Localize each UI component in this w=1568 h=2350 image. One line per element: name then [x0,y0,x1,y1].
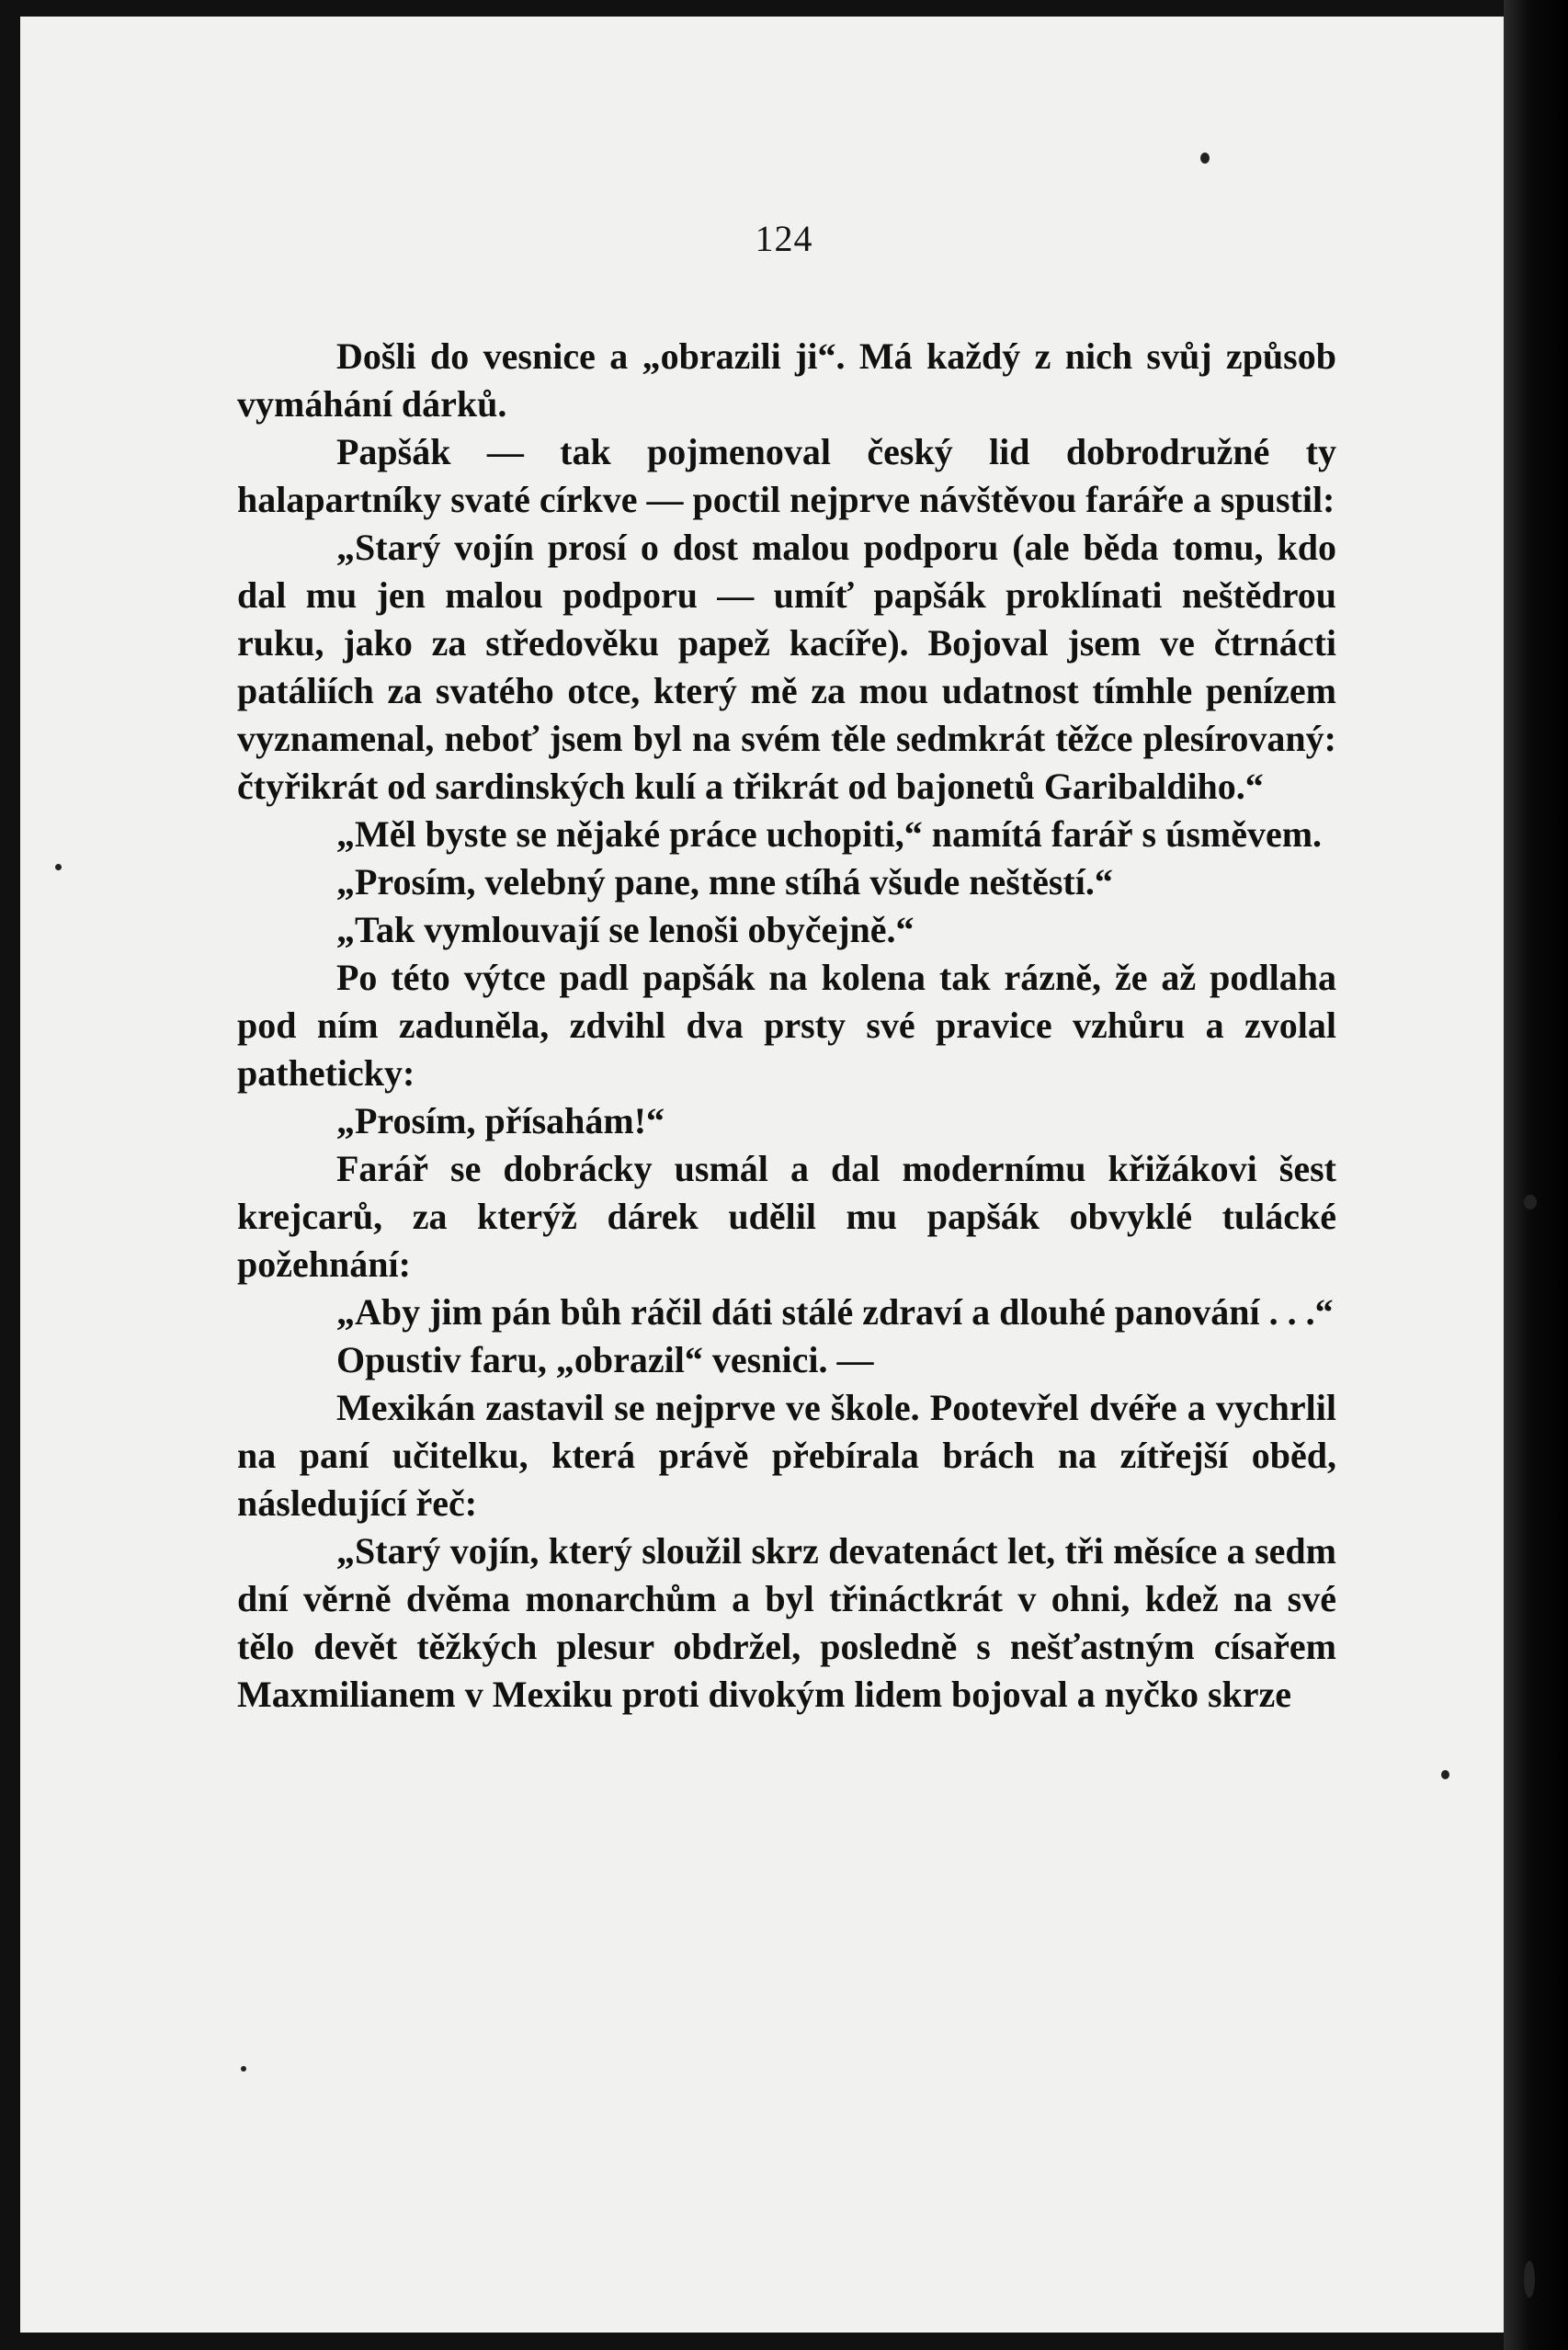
paragraph: „Měl byste se nějaké práce uchopiti,“ namítá farář s úsměvem. [336,813,1323,855]
page-edge-shadow [1504,0,1568,2350]
scan-speck [1441,1770,1449,1779]
scan-speck [55,864,62,870]
paragraph: „Starý vojín prosí o dost malou podporu (ale běda tomu, kdo dal mu jen malou podporu — umíť papšák proklínati neštědrou ruku, jako za středověku papež kacíře). Bojoval jsem ve čtrnácti patáliích za svatého otce, který mě za mou udatnost tímhle penízem vyznamenal, neboť jsem byl na svém těle sedmkrát těžce plesírovaný: čtyřikrát od sardinských kulí a třikrát od bajonetů Garibaldiho.“ [237,527,1336,807]
paragraph: „Tak vymlouvají se lenoši obyčejně.“ [336,909,915,950]
page-number: 124 [755,218,813,259]
scan-speck [1200,153,1210,164]
paragraph: Po této výtce padl papšák na kolena tak rázně, že až podlaha pod ním zaduněla, zdvihl dva prsty své pravice vzhůru a zvolal patheticky: [237,957,1336,1094]
scan-speck [241,2066,246,2072]
paragraph: „Prosím, přísahám!“ [336,1100,665,1141]
paragraph: Opustiv faru, „obrazil“ vesnici. — [336,1339,874,1380]
body-text [237,333,1336,1719]
paragraph: „Aby jim pán bůh ráčil dáti stálé zdraví a dlouhé panování . . .“ [336,1291,1334,1333]
paragraph: „Starý vojín, který sloužil skrz devatenáct let, tři měsíce a sedm dní věrně dvěma monarchům a byl třináctkrát v ohni, kdež na své tělo devět těžkých plesur obdržel, posledně s nešťastným císařem Maxmilianem v Mexiku proti divokým lidem bojoval a nyčko skrze [237,1530,1336,1715]
paragraph: Papšák — tak pojmenoval český lid dobrodružné ty halapartníky svaté církve — poctil nejprve návštěvou faráře a spustil: [237,431,1336,520]
scan-speck [1524,1195,1537,1209]
paragraph: „Prosím, velebný pane, mne stíhá všude neštěstí.“ [336,861,1113,903]
scan-speck [1524,2261,1535,2298]
paragraph: Došli do vesnice a „obrazili ji“. Má každý z nich svůj způsob vymáhání dárků. [237,335,1336,425]
paragraph: Farář se dobrácky usmál a dal modernímu křižákovi šest krejcarů, za kterýž dárek udělil mu papšák obvyklé tulácké požehnání: [237,1148,1336,1285]
paragraph: Mexikán zastavil se nejprve ve škole. Pootevřel dvéře a vychrlil na paní učitelku, která právě přebírala brách na zítřejší oběd, následující řeč: [237,1387,1336,1524]
